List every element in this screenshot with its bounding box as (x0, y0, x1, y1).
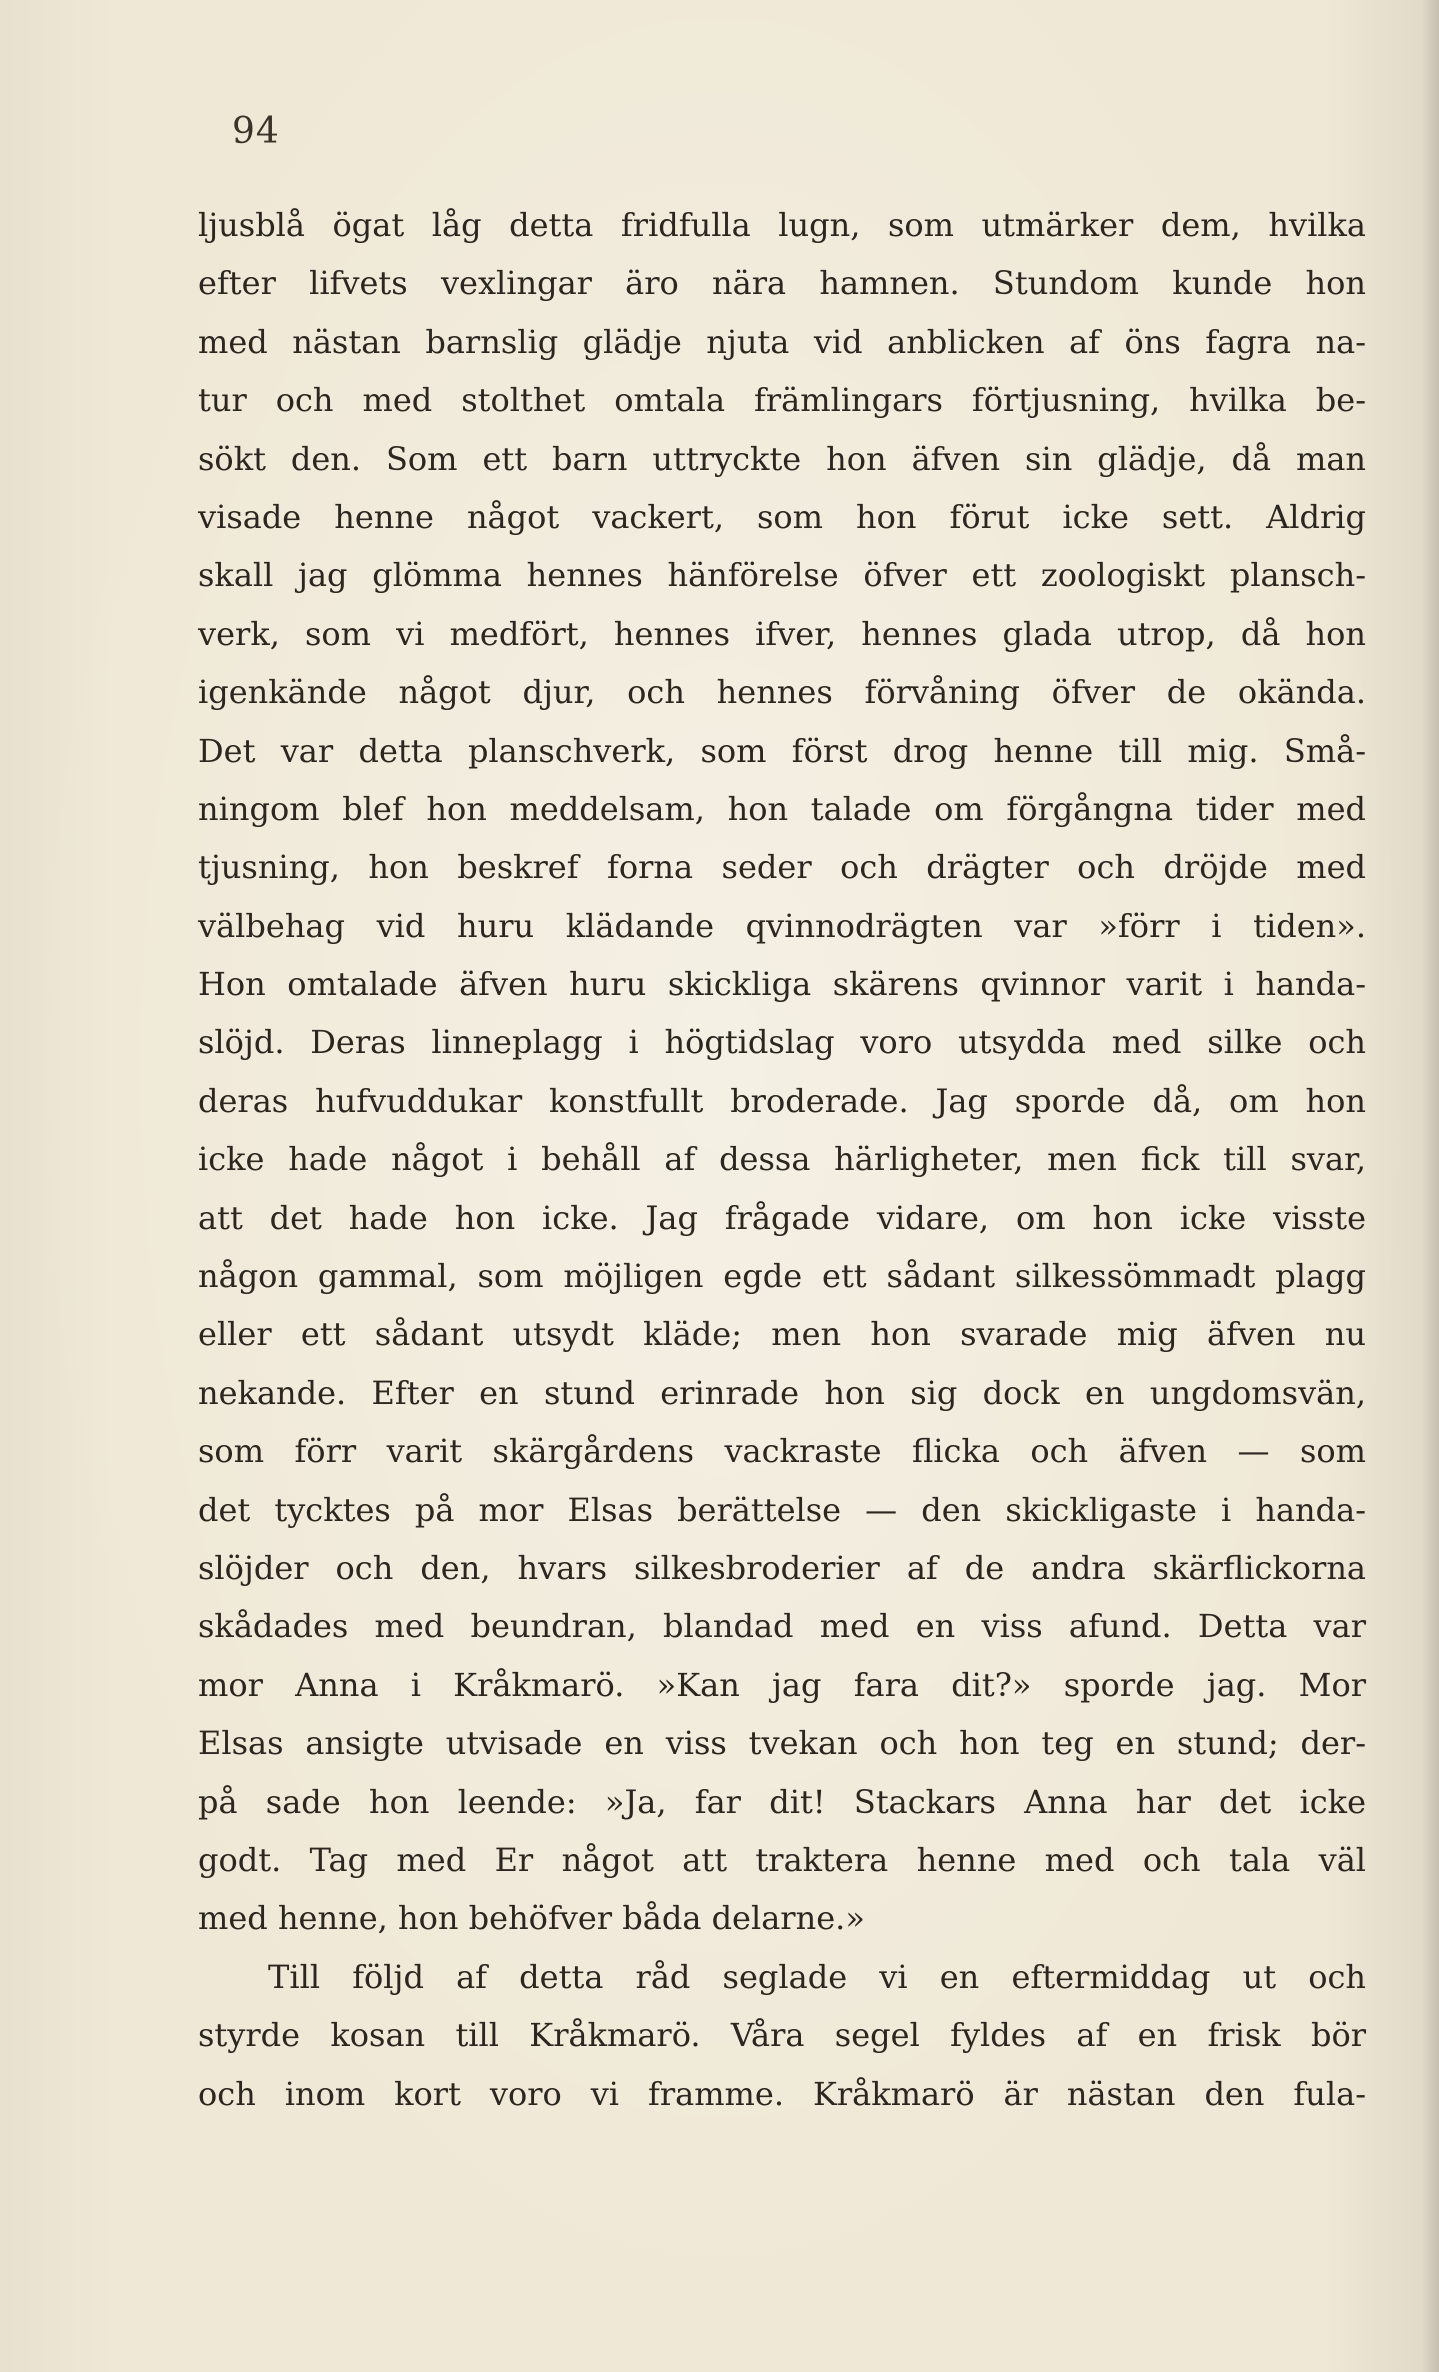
text-line: Det var detta planschverk, som först drog henne till mig. Små- (198, 731, 1366, 770)
text-line: ningom blef hon meddelsam, hon talade om förgångna tider med (198, 789, 1366, 828)
text-line: Hon omtalade äfven huru skickliga skärens qvinnor varit i handa- (198, 965, 1366, 1004)
text-line: skall jag glömma hennes hänförelse öfver ett zoologiskt plansch- (198, 556, 1366, 595)
text-line: tjusning, hon beskref forna seder och drägter och dröjde med (198, 848, 1366, 887)
text-line: och inom kort voro vi framme. Kråkmarö är nästan den fula- (198, 2074, 1366, 2113)
text-line: det tycktes på mor Elsas berättelse — den skickligaste i handa- (198, 1490, 1366, 1529)
text-line: som förr varit skärgårdens vackraste flicka och äfven — som (198, 1432, 1366, 1471)
text-line: icke hade något i behåll af dessa härligheter, men fick till svar, (198, 1140, 1366, 1179)
text-line: skådades med beundran, blandad med en viss afund. Detta var (198, 1607, 1366, 1646)
text-line: att det hade hon icke. Jag frågade vidare, om hon icke visste (198, 1198, 1366, 1237)
text-line: godt. Tag med Er något att traktera henne med och tala väl (198, 1840, 1366, 1879)
text-line: eller ett sådant utsydt kläde; men hon svarade mig äfven nu (198, 1315, 1366, 1354)
text-line: nekande. Efter en stund erinrade hon sig dock en ungdomsvän, (198, 1373, 1366, 1412)
text-line: visade henne något vackert, som hon förut icke sett. Aldrig (198, 497, 1366, 536)
text-line: någon gammal, som möjligen egde ett sådant silkessömmadt plagg (198, 1257, 1366, 1296)
paragraph-start-line: Till följd af detta råd seglade vi en eftermiddag ut och (268, 1957, 1366, 1996)
text-line: deras hufvuddukar konstfullt broderade. Jag sporde då, om hon (198, 1081, 1366, 1120)
text-line: styrde kosan till Kråkmarö. Våra segel fyldes af en frisk bör (198, 2016, 1366, 2055)
text-line: Elsas ansigte utvisade en viss tvekan och hon teg en stund; der- (198, 1724, 1366, 1763)
page-edge-shadow (1421, 0, 1439, 2372)
text-line: igenkände något djur, och hennes förvåning öfver de okända. (198, 673, 1366, 712)
text-line: med nästan barnslig glädje njuta vid anblicken af öns fagra na- (198, 322, 1366, 361)
text-line: verk, som vi medfört, hennes ifver, hennes glada utrop, då hon (198, 614, 1366, 653)
body-text (198, 196, 1366, 2123)
page-number: 94 (232, 111, 280, 152)
text-line: på sade hon leende: »Ja, far dit! Stackars Anna har det icke (198, 1782, 1366, 1821)
text-line: sökt den. Som ett barn uttryckte hon äfven sin glädje, då man (198, 439, 1366, 478)
text-line: efter lifvets vexlingar äro nära hamnen. Stundom kunde hon (198, 264, 1366, 303)
text-line: mor Anna i Kråkmarö. »Kan jag fara dit?» sporde jag. Mor (198, 1665, 1366, 1704)
text-line: slöjder och den, hvars silkesbroderier af de andra skärflickorna (198, 1548, 1366, 1587)
text-line: tur och med stolthet omtala främlingars förtjusning, hvilka be- (198, 381, 1366, 420)
text-line: slöjd. Deras linneplagg i högtidslag voro utsydda med silke och (198, 1023, 1366, 1062)
text-line: ljusblå ögat låg detta fridfulla lugn, som utmärker dem, hvilka (198, 206, 1366, 244)
text-line: välbehag vid huru klädande qvinnodrägten var »förr i tiden». (198, 906, 1366, 945)
paragraph-end-line: med henne, hon behöfver båda delarne.» (198, 1899, 865, 1938)
